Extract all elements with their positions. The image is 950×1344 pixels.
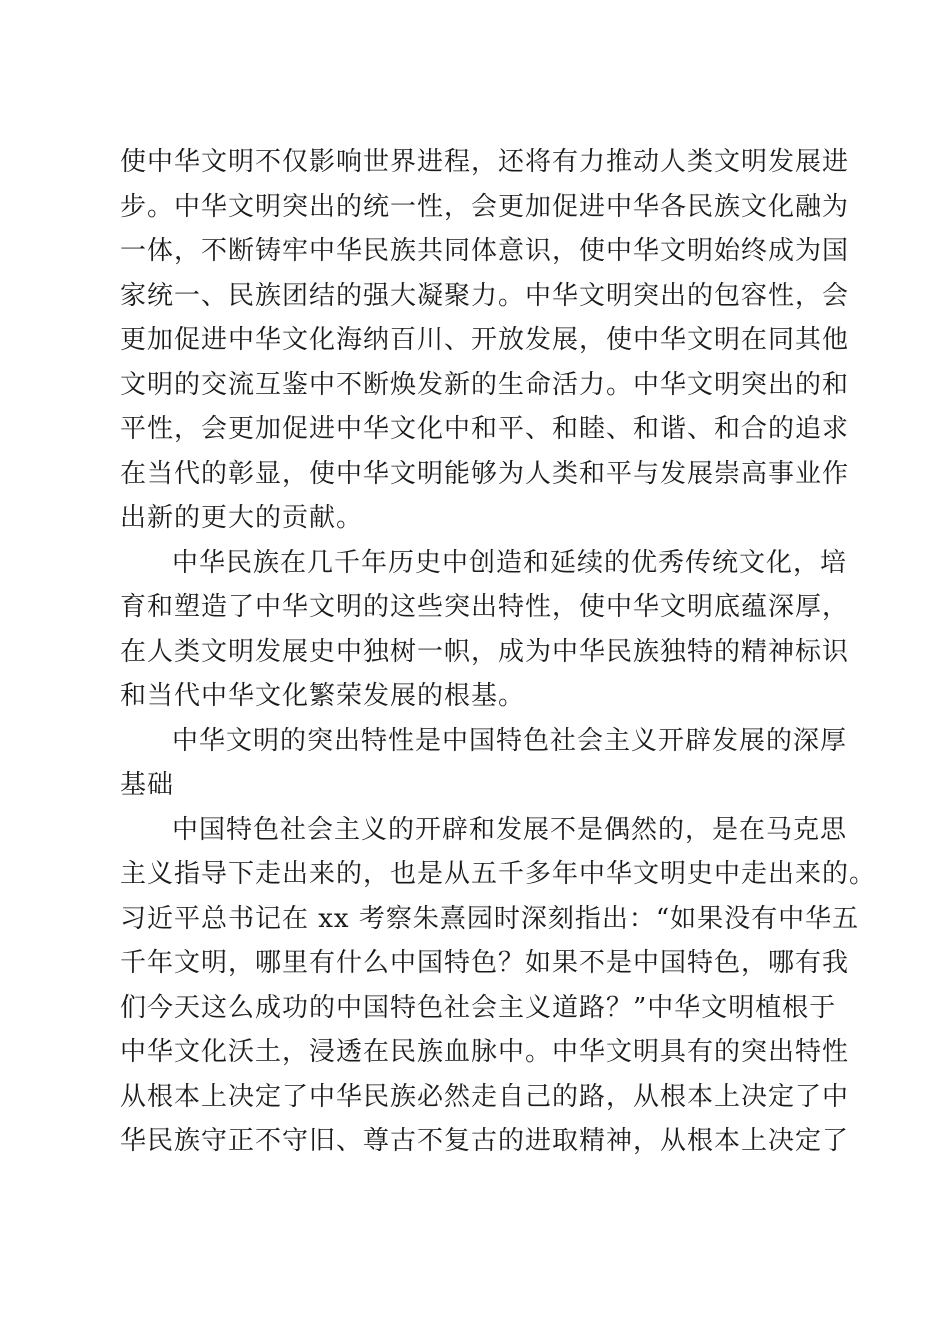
text-line: 和当代中华文化繁荣发展的根基。 bbox=[120, 681, 526, 711]
text-line: 出新的更大的贡献。 bbox=[120, 503, 364, 533]
text-line: 华民族守正不守旧、尊古不复古的进取精神，从根本上决定了 bbox=[120, 1126, 850, 1156]
text-line: 家统一、民族团结的强大凝聚力。中华文明突出的包容性，会 bbox=[120, 280, 850, 311]
text-line: 从根本上决定了中华民族必然走自己的路，从根本上决定了中 bbox=[120, 1081, 850, 1112]
text-line: 使中华文明不仅影响世界进程，还将有力推动人类文明发展进 bbox=[120, 147, 850, 177]
text-line: 中华文化沃土，浸透在民族血脉中。中华文明具有的突出特性 bbox=[120, 1037, 850, 1067]
text-line: 更加促进中华文化海纳百川、开放发展，使中华文明在同其他 bbox=[120, 325, 850, 355]
text-line: 主义指导下走出来的，也是从五千多年中华文明史中走出来的。 bbox=[120, 859, 877, 889]
text-line: 基础 bbox=[120, 770, 175, 800]
text-line: 平性，会更加促进中华文化中和平、和睦、和谐、和合的追求 bbox=[120, 414, 850, 444]
text-line: 习近平总书记在 xx 考察朱熹园时深刻指出：“如果没有中华五 bbox=[120, 903, 860, 934]
text-line: 育和塑造了中华文明的这些突出特性，使中华文明底蕴深厚， bbox=[120, 592, 850, 622]
text-line: 文明的交流互鉴中不断焕发新的生命活力。中华文明突出的和 bbox=[120, 369, 850, 400]
text-line: 在当代的彰显，使中华文明能够为人类和平与发展崇高事业作 bbox=[120, 458, 850, 489]
text-line: 中华文明的突出特性是中国特色社会主义开辟发展的深厚 bbox=[172, 725, 848, 756]
text-line: 步。中华文明突出的统一性，会更加促进中华各民族文化融为 bbox=[120, 191, 850, 222]
text-line: 中国特色社会主义的开辟和发展不是偶然的，是在马克思 bbox=[172, 814, 848, 845]
body-text bbox=[120, 140, 877, 1164]
text-line: 中华民族在几千年历史中创造和延续的优秀传统文化，培 bbox=[172, 547, 848, 578]
text-line: 在人类文明发展史中独树一帜，成为中华民族独特的精神标识 bbox=[120, 636, 850, 667]
text-line: 千年文明，哪里有什么中国特色？如果不是中国特色，哪有我 bbox=[120, 948, 850, 978]
text-line: 一体，不断铸牢中华民族共同体意识，使中华文明始终成为国 bbox=[120, 236, 850, 266]
text-line: 们今天这么成功的中国特色社会主义道路？”中华文明植根于 bbox=[120, 992, 837, 1023]
